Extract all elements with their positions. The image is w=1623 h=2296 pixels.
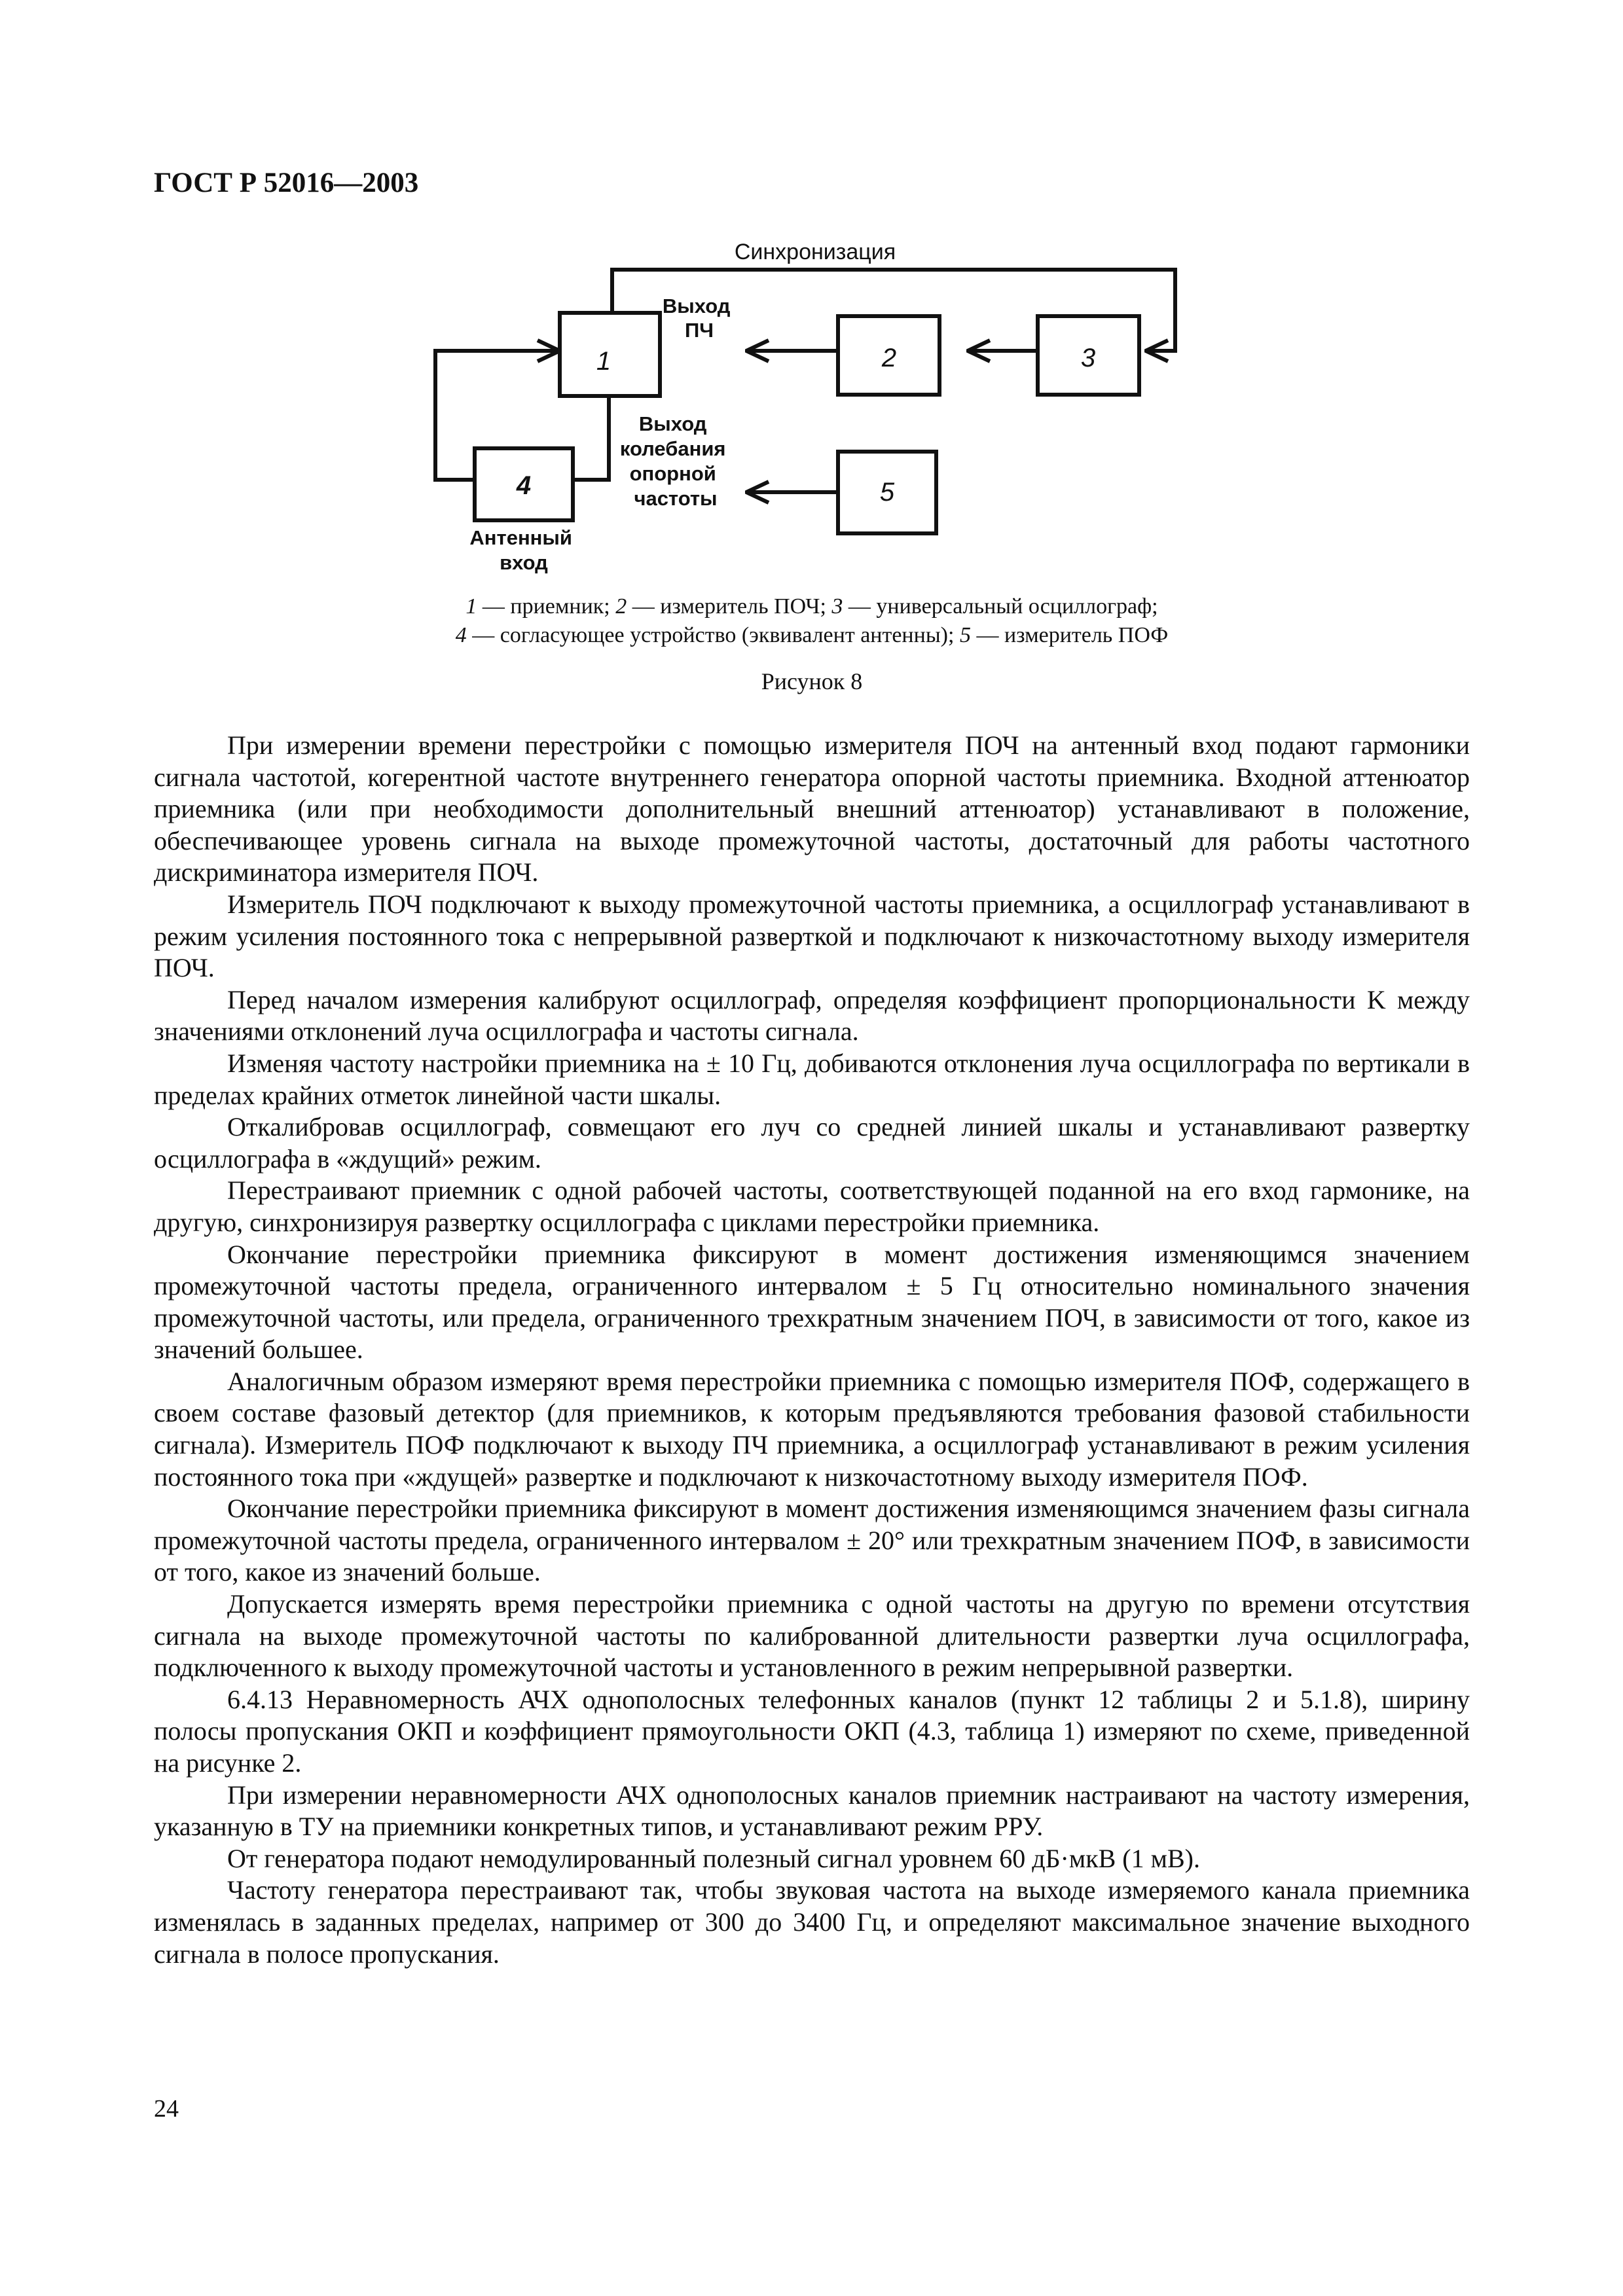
paragraph: Частоту генератора перестраивают так, чтобы звуковая частота на выходе измеряемого канала приемника изменялась в заданных пределах, например от 300 до 3400 Гц, и определяют максимальное значение выходного сигнала в полосе пропускания. xyxy=(154,1875,1470,1969)
block-diagram xyxy=(0,0,1623,602)
page-number: 24 xyxy=(154,2095,179,2123)
paragraph: Перед началом измерения калибруют осциллограф, определяя коэффициент пропорциональности K между значениями отклонений луча осциллографа и частоты сигнала. xyxy=(154,984,1470,1047)
sync-label: Синхронизация xyxy=(734,240,896,264)
if-output-label: Выход ПЧ xyxy=(662,295,731,342)
antenna-line xyxy=(435,351,560,480)
body-text xyxy=(154,730,1470,1970)
figure-label: Рисунок 8 xyxy=(761,668,863,694)
paragraph: Допускается измерять время перестройки приемника с одной частоты на другую по времени отсутствия сигнала на выходе промежуточной частоты по калиброванной длительности развертки луча осциллографа, подключенного к выходу промежуточной частоты и установленного в режим непрерывной развертки. xyxy=(154,1589,1470,1683)
paragraph: При измерении неравномерности АЧХ однополосных каналов приемник настраивают на частоту измерения, указанную в ТУ на приемники конкретных типов, и устанавливают режим РРУ. xyxy=(154,1780,1470,1842)
paragraph: Перестраивают приемник с одной рабочей частоты, соответствующей поданной на его вход гармонике, на другую, синхронизируя развертку осциллографа с циклами перестройки приемника. xyxy=(154,1175,1470,1237)
figure-legend xyxy=(154,592,1470,650)
receiver-down-line xyxy=(573,396,609,480)
paragraph: Изменяя частоту настройки приемника на ± 10 Гц, добиваются отклонения луча осциллографа по вертикали в пределах крайних отметок линейной части шкалы. xyxy=(154,1048,1470,1110)
antenna-input-label: Антенный вход xyxy=(469,526,572,574)
paragraph: От генератора подают немодулированный полезный сигнал уровнем 60 дБ·мкВ (1 мВ). xyxy=(227,1843,1200,1873)
paragraph: Измеритель ПОЧ подключают к выходу промежуточной частоты приемника, а осциллограф устанавливают в режим усиления постоянного тока с непрерывной разверткой и подключают к низкочастотному выходу измерителя ПОЧ. xyxy=(154,889,1470,983)
paragraph: Откалибровав осциллограф, совмещают его луч со средней линией шкалы и устанавливают развертку осциллографа в «ждущий» режим. xyxy=(154,1112,1470,1174)
paragraph: Аналогичным образом измеряют время перестройки приемника с помощью измерителя ПОФ, содержащего в своем составе фазовый детектор (для приемников, к которым предъявляются требования фазовой стабильности сигнала). Измеритель ПОФ подключают к выходу ПЧ приемника, а осциллограф устанавливают в режим усиления постоянного тока при «ждущей» развертке и подключают к низкочастотному выходу измерителя ПОФ. xyxy=(154,1366,1470,1492)
paragraph: Окончание перестройки приемника фиксируют в момент достижения изменяющимся значением фазы сигнала промежуточной частоты предела, ограниченного интервалом ± 20° или трехкратным значением ПОФ, в зависимости от того, какое из значений больше. xyxy=(154,1494,1470,1587)
legend-line-2: 4 — согласующее устройство (эквивалент антенны); 5 — измеритель ПОФ xyxy=(455,623,1169,647)
block-oscilloscope-number: 3 xyxy=(1080,344,1096,372)
paragraph: Окончание перестройки приемника фиксируют в момент достижения изменяющимся значением промежуточной частоты предела, ограниченного интервалом ± 5 Гц относительно номинального значения промежуточной частоты, или предела, ограниченного трехкратным значением ПОЧ, в зависимости от того, какое из значений большее. xyxy=(154,1239,1470,1365)
paragraph: При измерении времени перестройки с помощью измерителя ПОЧ на антенный вход подают гармоники сигнала частотой, когерентной частоте внутреннего генератора опорной частоты приемника. Входной аттенюатор приемника (или при необходимости дополнительный внешний аттенюатор) устанавливают в положение, обеспечивающее уровень сигнала на выходе промежуточной частоты, достаточный для работы частотного дискриминатора измерителя ПОЧ. xyxy=(154,730,1470,888)
block-matching-device-number: 4 xyxy=(516,471,532,500)
block-receiver-number: 1 xyxy=(596,347,611,376)
paragraph: 6.4.13 Неравномерность АЧХ однополосных телефонных каналов (пункт 12 таблицы 2 и 5.1.8), ширину полосы пропускания ОКП и коэффициент прямоугольности ОКП (4.3, таблица 1) измеряют по схеме, приведенной на рисунке 2. xyxy=(154,1684,1470,1778)
document-header: ГОСТ Р 52016—2003 xyxy=(154,168,419,198)
ref-output-label: Выход колебания опорной частоты xyxy=(619,412,726,510)
block-pof-meter-number: 5 xyxy=(879,478,895,507)
block-poch-meter-number: 2 xyxy=(881,344,897,372)
legend-line-1: 1 — приемник; 2 — измеритель ПОЧ; 3 — универсальный осциллограф; xyxy=(465,594,1158,619)
